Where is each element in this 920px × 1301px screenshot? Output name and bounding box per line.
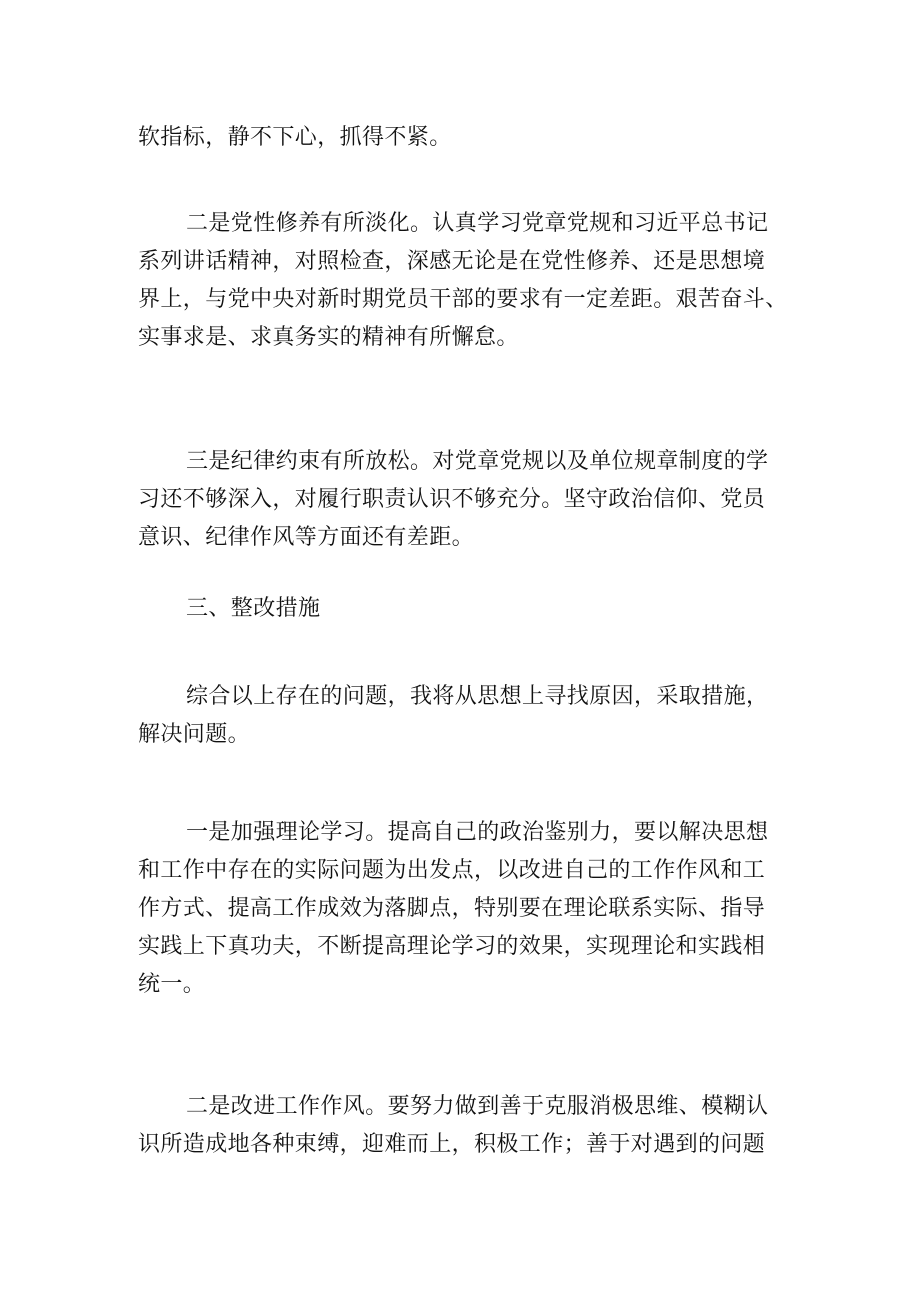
text-line: 统一。 bbox=[138, 972, 206, 997]
text-line: 习还不够深入，对履行职责认识不够充分。坚守政治信仰、党员 bbox=[138, 487, 766, 512]
text-line: 二是改进工作作风。要努力做到善于克服消极思维、模糊认 bbox=[186, 1094, 769, 1119]
text-line: 三是纪律约束有所放松。对党章党规以及单位规章制度的学 bbox=[186, 449, 769, 474]
text-line: 系列讲话精神，对照检查，深感无论是在党性修养、还是思想境 bbox=[138, 249, 766, 274]
paragraph-theory-study bbox=[138, 814, 768, 1004]
text-line: 作方式、提高工作成效为落脚点，特别要在理论联系实际、指导 bbox=[138, 896, 766, 921]
text-line: 实践上下真功夫，不断提高理论学习的效果，实现理论和实践相 bbox=[138, 934, 766, 959]
paragraph-party-spirit bbox=[138, 205, 788, 357]
section-heading bbox=[138, 590, 320, 628]
text-line: 一是加强理论学习。提高自己的政治鉴别力，要以解决思想 bbox=[186, 820, 769, 845]
paragraph-discipline bbox=[138, 443, 768, 557]
text-line: 二是党性修养有所淡化。认真学习党章党规和习近平总书记 bbox=[186, 211, 769, 236]
paragraph-continuation bbox=[138, 119, 452, 157]
paragraph-work-style bbox=[138, 1088, 768, 1164]
text-line: 软指标，静不下心，抓得不紧。 bbox=[138, 125, 452, 150]
text-line: 综合以上存在的问题，我将从思想上寻找原因，采取措施， bbox=[186, 684, 769, 709]
text-line: 和工作中存在的实际问题为出发点，以改进自己的工作作风和工 bbox=[138, 858, 766, 883]
text-line: 解决问题。 bbox=[138, 722, 251, 747]
text-line: 意识、纪律作风等方面还有差距。 bbox=[138, 525, 475, 550]
text-line: 三、整改措施 bbox=[186, 596, 321, 621]
text-line: 界上，与党中央对新时期党员干部的要求有一定差距。艰苦奋斗、 bbox=[138, 287, 788, 312]
text-line: 实事求是、求真务实的精神有所懈怠。 bbox=[138, 325, 519, 350]
paragraph-summary bbox=[138, 678, 768, 754]
text-line: 识所造成地各种束缚，迎难而上，积极工作；善于对遇到的问题 bbox=[138, 1132, 766, 1157]
